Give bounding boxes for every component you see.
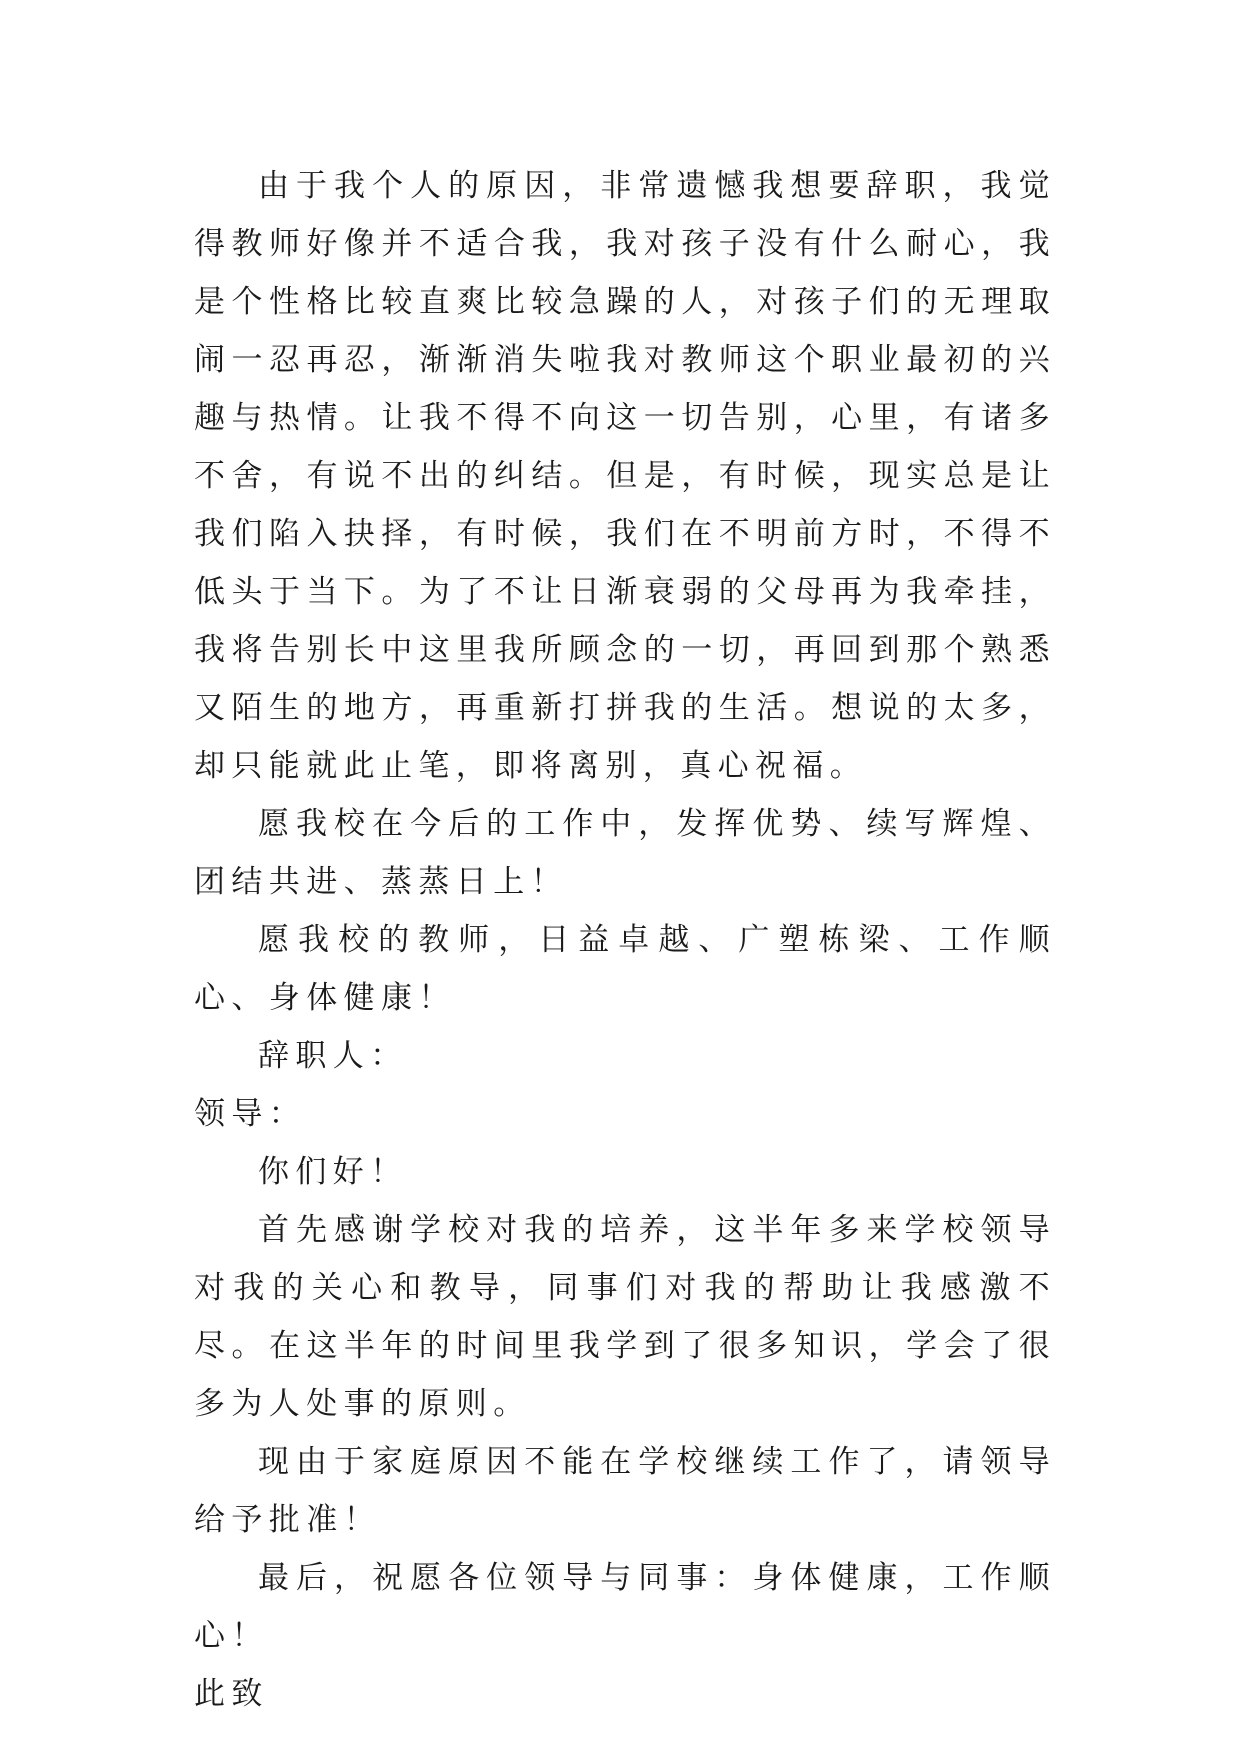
- paragraph-wish-teachers: 愿我校的教师，日益卓越、广塑栋梁、工作顺心、身体健康！: [194, 922, 1056, 1016]
- signature-line: 辞职人：: [258, 1038, 408, 1074]
- closing-phrase: 此致: [194, 1676, 269, 1712]
- salutation: 领导：: [194, 1096, 307, 1132]
- greeting: 你们好！: [258, 1154, 408, 1190]
- paragraph-request: 现由于家庭原因不能在学校继续工作了，请领导给予批准！: [194, 1444, 1056, 1538]
- paragraph-closing-wish: 最后，祝愿各位领导与同事：身体健康，工作顺心！: [194, 1560, 1056, 1654]
- paragraph-resignation-reason: 由于我个人的原因，非常遗憾我想要辞职，我觉得教师好像并不适合我，我对孩子没有什么耐心，我是个性格比较直爽比较急躁的人，对孩子们的无理取闹一忍再忍，渐渐消失啦我对教师这个职业最初的兴趣与热情。让我不得不向这一切告别，心里，有诸多不舍，有说不出的纠结。但是，有时候，现实总是让我们陷入抉择，有时候，我们在不明前方时，不得不低头于当下。为了不让日渐衰弱的父母再为我牵挂，我将告别长中这里我所顾念的一切，再回到那个熟悉又陌生的地方，再重新打拼我的生活。想说的太多，却只能就此止笔，即将离别，真心祝福。: [194, 168, 1056, 784]
- document-body: [194, 157, 1056, 1723]
- paragraph-wish-school: 愿我校在今后的工作中，发挥优势、续写辉煌、团结共进、蒸蒸日上！: [194, 806, 1056, 900]
- paragraph-thanks: 首先感谢学校对我的培养，这半年多来学校领导对我的关心和教导，同事们对我的帮助让我感激不尽。在这半年的时间里我学到了很多知识，学会了很多为人处事的原则。: [194, 1212, 1056, 1422]
